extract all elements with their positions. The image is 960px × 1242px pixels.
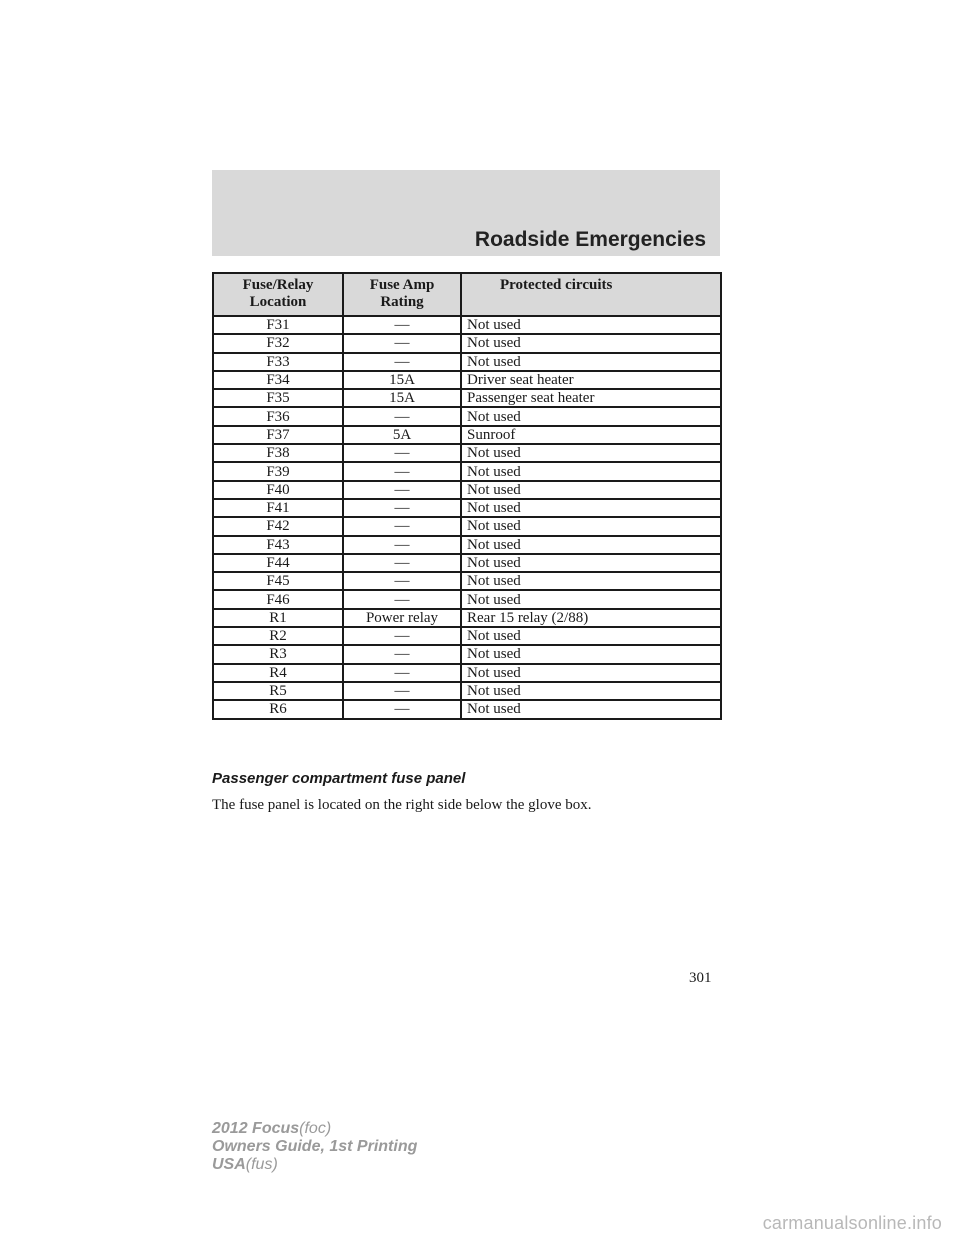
- section-title: Roadside Emergencies: [474, 228, 706, 251]
- cell-protected-circuit: Not used: [461, 353, 721, 371]
- cell-amp-rating: —: [343, 682, 461, 700]
- page-number: 301: [689, 970, 712, 986]
- cell-amp-rating: —: [343, 572, 461, 590]
- cell-location: F42: [213, 517, 343, 535]
- cell-location: R3: [213, 645, 343, 663]
- cell-location: F45: [213, 572, 343, 590]
- cell-amp-rating: —: [343, 645, 461, 663]
- column-header-amp-rating: Fuse Amp Rating: [343, 273, 461, 316]
- cell-location: F44: [213, 554, 343, 572]
- table-row: [213, 499, 721, 517]
- table-row: [213, 426, 721, 444]
- cell-amp-rating: 5A: [343, 426, 461, 444]
- cell-location: R2: [213, 627, 343, 645]
- cell-protected-circuit: Not used: [461, 536, 721, 554]
- table-row: [213, 700, 721, 718]
- cell-location: F32: [213, 334, 343, 352]
- cell-amp-rating: —: [343, 444, 461, 462]
- cell-protected-circuit: Not used: [461, 407, 721, 425]
- cell-protected-circuit: Not used: [461, 444, 721, 462]
- cell-amp-rating: —: [343, 554, 461, 572]
- table-row: [213, 682, 721, 700]
- cell-protected-circuit: Not used: [461, 572, 721, 590]
- document-footer: 2012 Focus(foc) Owners Guide, 1st Printing USA(fus): [212, 1120, 418, 1173]
- table-row: [213, 554, 721, 572]
- table-row: [213, 353, 721, 371]
- fuse-table: [212, 272, 722, 720]
- cell-protected-circuit: Not used: [461, 517, 721, 535]
- cell-amp-rating: 15A: [343, 389, 461, 407]
- cell-location: F37: [213, 426, 343, 444]
- cell-location: F34: [213, 371, 343, 389]
- table-row: [213, 407, 721, 425]
- table-row: [213, 536, 721, 554]
- cell-amp-rating: —: [343, 627, 461, 645]
- cell-protected-circuit: Driver seat heater: [461, 371, 721, 389]
- cell-location: F31: [213, 316, 343, 334]
- cell-amp-rating: —: [343, 536, 461, 554]
- cell-protected-circuit: Not used: [461, 334, 721, 352]
- cell-amp-rating: —: [343, 590, 461, 608]
- cell-location: F43: [213, 536, 343, 554]
- cell-location: R5: [213, 682, 343, 700]
- cell-location: F38: [213, 444, 343, 462]
- column-header-location: Fuse/Relay Location: [213, 273, 343, 316]
- cell-amp-rating: —: [343, 700, 461, 718]
- cell-protected-circuit: Not used: [461, 481, 721, 499]
- table-row: [213, 481, 721, 499]
- table-row: [213, 664, 721, 682]
- cell-location: F33: [213, 353, 343, 371]
- cell-protected-circuit: Not used: [461, 627, 721, 645]
- cell-protected-circuit: Not used: [461, 499, 721, 517]
- table-row: [213, 334, 721, 352]
- table-row: [213, 572, 721, 590]
- cell-protected-circuit: Not used: [461, 645, 721, 663]
- cell-protected-circuit: Not used: [461, 590, 721, 608]
- table-row: [213, 316, 721, 334]
- cell-protected-circuit: Not used: [461, 316, 721, 334]
- cell-protected-circuit: Sunroof: [461, 426, 721, 444]
- section-body-text: The fuse panel is located on the right side below the glove box.: [212, 797, 592, 813]
- cell-location: F39: [213, 462, 343, 480]
- table-row: [213, 371, 721, 389]
- table-row: [213, 517, 721, 535]
- cell-location: F41: [213, 499, 343, 517]
- cell-amp-rating: 15A: [343, 371, 461, 389]
- watermark: carmanualsonline.info: [762, 1213, 942, 1233]
- column-header-protected-circuits: Protected circuits: [461, 273, 721, 316]
- cell-amp-rating: —: [343, 499, 461, 517]
- table-header-row: [213, 273, 721, 316]
- section-heading: Passenger compartment fuse panel: [212, 770, 466, 787]
- cell-location: F40: [213, 481, 343, 499]
- cell-amp-rating: Power relay: [343, 609, 461, 627]
- cell-amp-rating: —: [343, 407, 461, 425]
- table-row: [213, 627, 721, 645]
- cell-protected-circuit: Not used: [461, 664, 721, 682]
- cell-location: F46: [213, 590, 343, 608]
- cell-location: R1: [213, 609, 343, 627]
- cell-protected-circuit: Not used: [461, 554, 721, 572]
- table-row: [213, 389, 721, 407]
- cell-amp-rating: —: [343, 481, 461, 499]
- table-row: [213, 609, 721, 627]
- table-row: [213, 462, 721, 480]
- table-row: [213, 645, 721, 663]
- cell-amp-rating: —: [343, 334, 461, 352]
- cell-protected-circuit: Rear 15 relay (2/88): [461, 609, 721, 627]
- table-row: [213, 590, 721, 608]
- cell-amp-rating: —: [343, 353, 461, 371]
- cell-location: R6: [213, 700, 343, 718]
- cell-amp-rating: —: [343, 664, 461, 682]
- cell-protected-circuit: Passenger seat heater: [461, 389, 721, 407]
- cell-protected-circuit: Not used: [461, 700, 721, 718]
- cell-amp-rating: —: [343, 517, 461, 535]
- cell-protected-circuit: Not used: [461, 682, 721, 700]
- section-header-band: [212, 170, 720, 256]
- cell-protected-circuit: Not used: [461, 462, 721, 480]
- cell-amp-rating: —: [343, 462, 461, 480]
- cell-location: F35: [213, 389, 343, 407]
- cell-location: R4: [213, 664, 343, 682]
- table-row: [213, 444, 721, 462]
- cell-location: F36: [213, 407, 343, 425]
- cell-amp-rating: —: [343, 316, 461, 334]
